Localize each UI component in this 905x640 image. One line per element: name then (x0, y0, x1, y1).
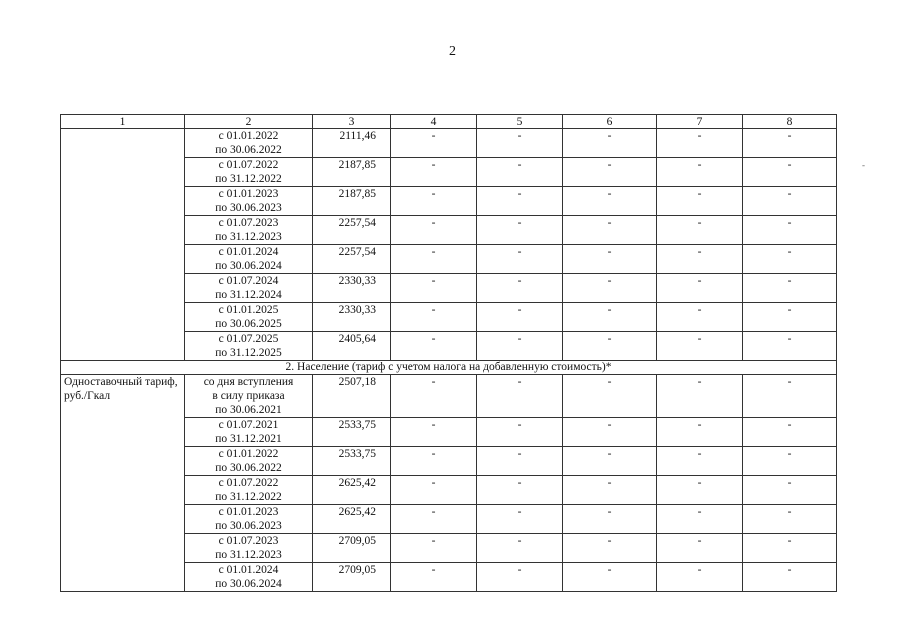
dash-cell: - (477, 129, 563, 158)
dash-cell: - (477, 303, 563, 332)
table-row (61, 375, 837, 418)
period-line: по 31.12.2022 (215, 491, 282, 503)
dash-cell: - (563, 505, 657, 534)
period-line: с 01.01.2023 (218, 188, 279, 200)
dash-cell: - (657, 534, 743, 563)
dash-cell: - (477, 245, 563, 274)
tariff-value: 2187,85 (313, 187, 391, 216)
dash-cell: - (657, 187, 743, 216)
dash-cell: - (563, 274, 657, 303)
dash-cell: - (477, 332, 563, 361)
column-number: 5 (477, 115, 563, 129)
dash-cell: - (391, 534, 477, 563)
dash-cell: - (391, 418, 477, 447)
dash-cell: - (743, 245, 837, 274)
period-line: с 01.07.2021 (218, 419, 279, 431)
column-number: 7 (657, 115, 743, 129)
dash-cell: - (657, 274, 743, 303)
period-line: по 30.06.2024 (215, 578, 282, 590)
dash-cell: - (657, 375, 743, 418)
dash-cell: - (743, 216, 837, 245)
dash-cell: - (657, 129, 743, 158)
tariff-value: 2187,85 (313, 158, 391, 187)
dash-cell: - (743, 563, 837, 592)
tariff-value: 2533,75 (313, 447, 391, 476)
dash-cell: - (743, 375, 837, 418)
dash-cell: - (563, 534, 657, 563)
dash-cell: - (743, 505, 837, 534)
period-line: по 30.06.2022 (215, 462, 282, 474)
column-number: 4 (391, 115, 477, 129)
dash-cell: - (743, 129, 837, 158)
dash-cell: - (563, 563, 657, 592)
dash-cell: - (477, 375, 563, 418)
period-line: с 01.01.2024 (218, 246, 279, 258)
period-cell (185, 216, 313, 245)
dash-cell: - (743, 274, 837, 303)
dash-cell: - (563, 216, 657, 245)
dash-cell: - (657, 505, 743, 534)
period-line: с 01.07.2024 (218, 275, 279, 287)
period-line: по 30.06.2024 (215, 260, 282, 272)
dash-cell: - (563, 332, 657, 361)
dash-cell: - (563, 129, 657, 158)
dash-cell: - (391, 476, 477, 505)
period-line: по 31.12.2023 (215, 231, 282, 243)
period-cell (185, 332, 313, 361)
period-line: с 01.01.2025 (218, 304, 279, 316)
period-line: по 30.06.2023 (215, 202, 282, 214)
tariff-value: 2709,05 (313, 563, 391, 592)
dash-cell: - (657, 216, 743, 245)
dash-cell: - (657, 245, 743, 274)
dash-cell: - (657, 447, 743, 476)
period-line: по 31.12.2021 (215, 433, 282, 445)
dash-cell: - (391, 158, 477, 187)
dash-cell: - (657, 158, 743, 187)
dash-cell: - (391, 447, 477, 476)
column-number-row (61, 115, 837, 129)
period-cell (185, 245, 313, 274)
stray-mark: - (862, 160, 865, 170)
period-cell (185, 418, 313, 447)
dash-cell: - (743, 332, 837, 361)
period-cell (185, 534, 313, 563)
section-row (61, 361, 837, 375)
dash-cell: - (391, 187, 477, 216)
dash-cell: - (477, 274, 563, 303)
period-line: по 30.06.2022 (215, 144, 282, 156)
column-number: 1 (61, 115, 185, 129)
dash-cell: - (563, 245, 657, 274)
tariff-table (60, 114, 837, 592)
dash-cell: - (743, 447, 837, 476)
dash-cell: - (391, 332, 477, 361)
dash-cell: - (743, 187, 837, 216)
period-line: по 31.12.2022 (215, 173, 282, 185)
dash-cell: - (563, 447, 657, 476)
period-line: по 30.06.2023 (215, 520, 282, 532)
dash-cell: - (477, 187, 563, 216)
period-line: с 01.07.2023 (218, 217, 279, 229)
period-line: с 01.01.2023 (218, 506, 279, 518)
dash-cell: - (477, 158, 563, 187)
tariff-value: 2257,54 (313, 216, 391, 245)
dash-cell: - (657, 303, 743, 332)
period-line: по 30.06.2021 (215, 404, 282, 416)
dash-cell: - (477, 505, 563, 534)
section-title: 2. Население (тариф с учетом налога на добавленную стоимость)* (61, 361, 837, 375)
period-line: с 01.01.2022 (218, 448, 279, 460)
tariff-value: 2507,18 (313, 375, 391, 418)
dash-cell: - (391, 274, 477, 303)
column-number: 6 (563, 115, 657, 129)
table-row (61, 129, 837, 158)
dash-cell: - (563, 418, 657, 447)
period-cell (185, 476, 313, 505)
period-line: по 31.12.2024 (215, 289, 282, 301)
dash-cell: - (563, 187, 657, 216)
period-line: с 01.01.2022 (218, 130, 279, 142)
tariff-value: 2405,64 (313, 332, 391, 361)
period-line: по 31.12.2023 (215, 549, 282, 561)
column-number: 3 (313, 115, 391, 129)
period-line: с 01.07.2023 (218, 535, 279, 547)
period-line: с 01.07.2022 (218, 477, 279, 489)
dash-cell: - (477, 534, 563, 563)
dash-cell: - (563, 375, 657, 418)
period-line: с 01.07.2025 (218, 333, 279, 345)
dash-cell: - (657, 476, 743, 505)
period-cell (185, 158, 313, 187)
tariff-value: 2709,05 (313, 534, 391, 563)
period-cell (185, 274, 313, 303)
tariff-value: 2257,54 (313, 245, 391, 274)
dash-cell: - (743, 418, 837, 447)
dash-cell: - (391, 375, 477, 418)
dash-cell: - (657, 563, 743, 592)
dash-cell: - (477, 476, 563, 505)
dash-cell: - (743, 534, 837, 563)
tariff-value: 2533,75 (313, 418, 391, 447)
dash-cell: - (391, 129, 477, 158)
period-line: с 01.07.2022 (218, 159, 279, 171)
dash-cell: - (743, 158, 837, 187)
dash-cell: - (391, 505, 477, 534)
tariff-value: 2330,33 (313, 274, 391, 303)
period-cell (185, 563, 313, 592)
dash-cell: - (391, 303, 477, 332)
dash-cell: - (563, 303, 657, 332)
period-line: по 31.12.2025 (215, 347, 282, 359)
group-label-cell (61, 129, 185, 361)
period-cell (185, 129, 313, 158)
dash-cell: - (477, 563, 563, 592)
tariff-value: 2625,42 (313, 505, 391, 534)
page-number: 2 (449, 44, 456, 59)
period-line: в силу приказа (212, 390, 285, 402)
dash-cell: - (391, 216, 477, 245)
dash-cell: - (743, 476, 837, 505)
period-cell (185, 505, 313, 534)
dash-cell: - (477, 447, 563, 476)
period-cell (185, 303, 313, 332)
tariff-value: 2111,46 (313, 129, 391, 158)
column-number: 2 (185, 115, 313, 129)
tariff-value: 2330,33 (313, 303, 391, 332)
dash-cell: - (391, 245, 477, 274)
period-cell (185, 187, 313, 216)
group-label-cell: Одноставочный тариф, руб./Гкал (61, 375, 185, 592)
dash-cell: - (563, 158, 657, 187)
dash-cell: - (657, 332, 743, 361)
dash-cell: - (391, 563, 477, 592)
dash-cell: - (477, 216, 563, 245)
dash-cell: - (477, 418, 563, 447)
dash-cell: - (743, 303, 837, 332)
tariff-value: 2625,42 (313, 476, 391, 505)
period-cell (185, 447, 313, 476)
period-line: с 01.01.2024 (218, 564, 279, 576)
dash-cell: - (657, 418, 743, 447)
period-line: по 30.06.2025 (215, 318, 282, 330)
dash-cell: - (563, 476, 657, 505)
period-cell (185, 375, 313, 418)
column-number: 8 (743, 115, 837, 129)
period-line: со дня вступления (203, 376, 294, 388)
